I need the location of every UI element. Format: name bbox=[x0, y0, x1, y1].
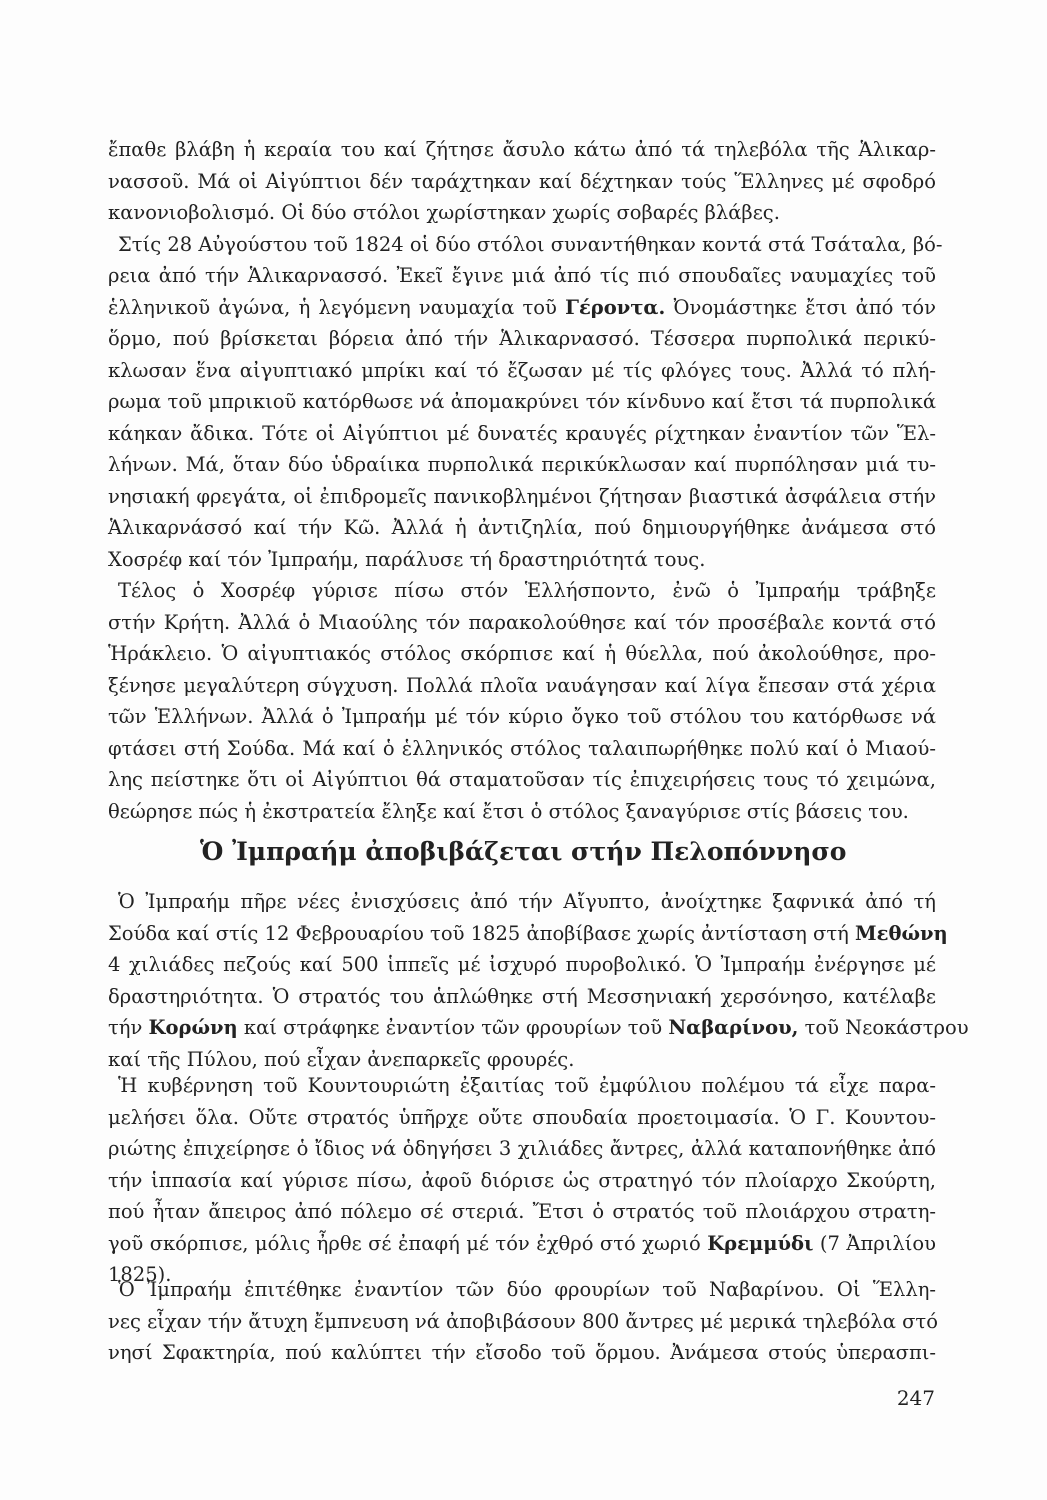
text-segment: ἑλληνικοῦ ἀγώνα, ἡ λεγόμενη ναυμαχία τοῦ bbox=[108, 295, 566, 319]
text-line bbox=[108, 1102, 936, 1134]
text-segment: 1825). bbox=[108, 1263, 172, 1286]
text-segment: τοῦ Νεοκάστρου bbox=[798, 1016, 969, 1039]
text-segment: καί τῆς Πύλου, πού εἶχαν ἀνεπαρκεῖς φρουρές. bbox=[108, 1047, 575, 1071]
text-line bbox=[108, 1274, 936, 1306]
text-segment: κάηκαν ἄδικα. Τότε οἱ Αἰγύπτιοι μέ δυνατές κραυγές ρίχτηκαν ἐναντίον τῶν Ἕλ- bbox=[108, 421, 936, 445]
text-line bbox=[108, 1306, 936, 1338]
text-segment: μελήσει ὅλα. Οὔτε στρατός ὑπῆρχε οὔτε σπουδαία προετοιμασία. Ὁ Γ. Κουντου- bbox=[108, 1105, 936, 1129]
text-line bbox=[108, 1337, 936, 1369]
text-line bbox=[108, 512, 936, 544]
text-segment: θεώρησε πώς ἡ ἐκστρατεία ἔληξε καί ἔτσι ὁ στόλος ξαναγύρισε στίς βάσεις του. bbox=[108, 799, 909, 823]
text-segment: Σούδα καί στίς 12 Φεβρουαρίου τοῦ 1825 ἀποβίβασε χωρίς ἀντίσταση στή bbox=[108, 921, 855, 945]
text-segment: Ἁλικαρνάσσό καί τήν Κῶ. Ἀλλά ἡ ἀντιζηλία, πού δημιουργήθηκε ἀνάμεσα στό bbox=[108, 516, 936, 539]
text-segment: λήνων. Μά, ὅταν δύο ὑδραίικα πυρπολικά περικύκλωσαν καί πυρπόλησαν μιά τυ- bbox=[108, 453, 936, 476]
text-line bbox=[108, 638, 936, 670]
text-line bbox=[108, 981, 936, 1013]
text-segment: πού ἦταν ἄπειρος ἀπό πόλεμο σέ στεριά. Ἔτσι ὁ στρατός τοῦ πλοιάρχου στρατη- bbox=[108, 1200, 936, 1223]
text-segment: κανονιοβολισμό. Οἱ δύο στόλοι χωρίστηκαν χωρίς σοβαρές βλάβες. bbox=[108, 201, 780, 224]
text-segment: τήν bbox=[108, 1016, 149, 1039]
text-line bbox=[108, 607, 936, 639]
text-segment: νησιακή φρεγάτα, οἱ ἐπιδρομεῖς πανικοβλημένοι ζήτησαν βιαστικά ἀσφάλεια στήν bbox=[108, 484, 936, 508]
text-segment: κλωσαν ἕνα αἰγυπτιακό μπρίκι καί τό ἔζωσαν μέ τίς φλόγες τους. Ἀλλά τό πλή- bbox=[108, 358, 936, 382]
text-line bbox=[108, 701, 936, 733]
text-segment: στήν Κρήτη. Ἀλλά ὁ Μιαούλης τόν παρακολούθησε καί τόν προσέβαλε κοντά στό bbox=[108, 610, 936, 634]
text-line bbox=[108, 418, 936, 450]
text-segment: ὅρμο, πού βρίσκεται βόρεια ἀπό τήν Ἁλικαρνασσό. Τέσσερα πυρπολικά περικύ- bbox=[108, 327, 936, 350]
text-segment: (7 Ἀπριλίου bbox=[813, 1231, 936, 1255]
text-line bbox=[108, 166, 936, 198]
text-line bbox=[108, 229, 943, 261]
text-line bbox=[108, 796, 936, 828]
page-number: 247 bbox=[896, 1386, 935, 1410]
text-segment: γοῦ σκόρπισε, μόλις ἦρθε σέ ἐπαφή μέ τόν ἐχθρό στό χωριό bbox=[108, 1231, 708, 1255]
text-segment: ρωμα τοῦ μπρικιοῦ κατόρθωσε νά ἀπομακρύνει τόν κίνδυνο καί ἔτσι τά πυρπολικά bbox=[108, 390, 936, 413]
bold-term: Κρεμμύδι bbox=[707, 1231, 814, 1255]
text-line bbox=[108, 1196, 936, 1228]
text-line bbox=[108, 292, 936, 324]
text-line bbox=[108, 134, 936, 166]
paragraph-group-3 bbox=[108, 1070, 936, 1291]
text-segment: 4 χιλιάδες πεζούς καί 500 ἱππεῖς μέ ἰσχυρό πυροβολικό. Ὁ Ἰμπραήμ ἐνέργησε μέ bbox=[108, 953, 936, 976]
text-segment: φτάσει στή Σούδα. Μά καί ὁ ἑλληνικός στόλος ταλαιπωρήθηκε πολύ καί ὁ Μιαού- bbox=[108, 736, 936, 760]
text-line bbox=[108, 355, 936, 387]
paragraph-group-2 bbox=[108, 886, 969, 1075]
text-segment: Ὁ Ἰμπραήμ ἐπιτέθηκε ἐναντίον τῶν δύο φρουρίων τοῦ Ναβαρίνου. Οἱ Ἕλλη- bbox=[118, 1278, 936, 1301]
bold-term: Γέροντα. bbox=[565, 295, 666, 319]
text-segment: Στίς 28 Αὐγούστου τοῦ 1824 οἱ δύο στόλοι συναντήθηκαν κοντά στά Τσάταλα, βό- bbox=[118, 232, 943, 256]
text-segment: ξένησε μεγαλύτερη σύγχυση. Πολλά πλοῖα ναυάγησαν καί λίγα ἔπεσαν στά χέρια bbox=[108, 673, 936, 697]
bold-term: Μεθώνη bbox=[855, 921, 948, 945]
text-line bbox=[108, 386, 936, 418]
text-line bbox=[108, 1070, 936, 1102]
text-segment: νες εἶχαν τήν ἄτυχη ἔμπνευση νά ἀποβιβάσουν 800 ἄντρες μέ μερικά τηλεβόλα στό bbox=[108, 1309, 938, 1333]
text-line bbox=[108, 481, 936, 513]
text-segment: τῶν Ἑλλήνων. Ἀλλά ὁ Ἰμπραήμ μέ τόν κύριο ὄγκο τοῦ στόλου του κατόρθωσε νά bbox=[108, 705, 936, 728]
text-segment: τήν ἱππασία καί γύρισε πίσω, ἀφοῦ διόρισε ὡς στρατηγό τόν πλοίαρχο Σκούρτη, bbox=[108, 1168, 936, 1192]
text-segment: νασσοῦ. Μά οἱ Αἰγύπτιοι δέν ταράχτηκαν καί δέχτηκαν τούς Ἕλληνες μέ σφοδρό bbox=[108, 169, 936, 193]
text-line bbox=[108, 1228, 936, 1260]
text-line bbox=[108, 1133, 936, 1165]
text-segment: Ὀνομάστηκε ἔτσι ἀπό τόν bbox=[665, 295, 936, 319]
text-segment: Ἡ κυβέρνηση τοῦ Κουντουριώτη ἐξαιτίας τοῦ ἐμφύλιου πολέμου τά εἶχε παρα- bbox=[118, 1074, 936, 1097]
text-line bbox=[108, 323, 936, 355]
text-segment: νησί Σφακτηρία, πού καλύπτει τήν εἴσοδο τοῦ ὅρμου. Ἀνάμεσα στούς ὑπερασπι- bbox=[108, 1341, 936, 1364]
text-segment: λης πείστηκε ὅτι οἱ Αἰγύπτιοι θά σταματοῦσαν τίς ἐπιχειρήσεις τους τό χειμώνα, bbox=[108, 768, 936, 791]
text-line bbox=[108, 197, 936, 229]
text-segment: ριώτης ἐπιχείρησε ὁ ἴδιος νά ὁδηγήσει 3 χιλιάδες ἄντρες, ἀλλά καταπονήθηκε ἀπό bbox=[108, 1137, 936, 1160]
text-line bbox=[108, 449, 936, 481]
text-segment: Τέλος ὁ Χοσρέφ γύρισε πίσω στόν Ἑλλήσποντο, ἐνῶ ὁ Ἰμπραήμ τράβηξε bbox=[118, 579, 936, 602]
text-segment: καί στράφηκε ἐναντίον τῶν φρουρίων τοῦ bbox=[237, 1016, 669, 1039]
text-line bbox=[108, 544, 936, 576]
text-segment: Χοσρέφ καί τόν Ἰμπραήμ, παράλυσε τή δραστηριότητά τους. bbox=[108, 547, 706, 571]
text-line bbox=[108, 949, 936, 981]
section-heading: Ὁ Ἰμπραήμ ἀποβιβάζεται στήν Πελοπόννησο bbox=[200, 837, 847, 866]
bold-term: Ναβαρίνου, bbox=[668, 1016, 799, 1039]
text-segment: Ἡράκλειο. Ὁ αἰγυπτιακός στόλος σκόρπισε καί ἡ θύελλα, πού ἀκολούθησε, προ- bbox=[108, 642, 936, 665]
text-line bbox=[108, 670, 936, 702]
text-segment: Ὁ Ἰμπραήμ πῆρε νέες ἐνισχύσεις ἀπό τήν Αἴγυπτο, ἀνοίχτηκε ξαφνικά ἀπό τή bbox=[118, 890, 936, 913]
text-segment: ρεια ἀπό τήν Ἁλικαρνασσό. Ἐκεῖ ἔγινε μιά ἀπό τίς πιό σπουδαῖες ναυμαχίες τοῦ bbox=[108, 264, 936, 287]
text-line bbox=[108, 733, 936, 765]
text-line bbox=[108, 764, 936, 796]
bold-term: Κορώνη bbox=[148, 1016, 238, 1039]
text-line bbox=[108, 886, 936, 918]
text-line bbox=[108, 1012, 969, 1044]
text-segment: δραστηριότητα. Ὁ στρατός του ἁπλώθηκε στή Μεσσηνιακή χερσόνησο, κατέλαβε bbox=[108, 984, 936, 1008]
paragraph-group-4 bbox=[108, 1274, 936, 1369]
text-line bbox=[108, 1165, 936, 1197]
text-line bbox=[108, 918, 948, 950]
text-segment: ἔπαθε βλάβη ἡ κεραία του καί ζήτησε ἄσυλο κάτω ἀπό τά τηλεβόλα τῆς Ἁλικαρ- bbox=[108, 138, 936, 161]
paragraph-group-1 bbox=[108, 134, 943, 827]
text-line bbox=[108, 260, 936, 292]
text-line bbox=[108, 575, 936, 607]
